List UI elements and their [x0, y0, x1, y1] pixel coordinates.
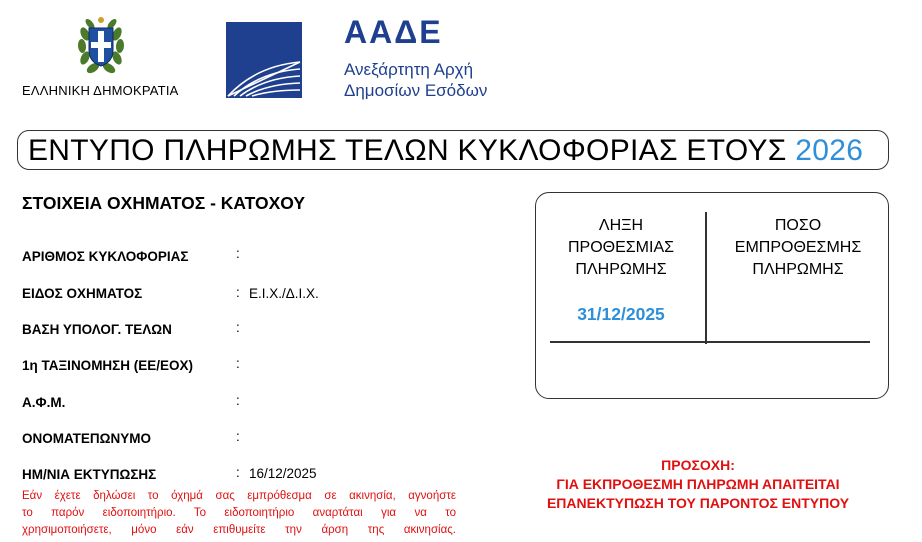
deadline-column-header — [552, 215, 690, 281]
field-colon: : — [236, 246, 240, 261]
field-colon: : — [236, 393, 240, 408]
form-title — [28, 134, 863, 168]
field-label-print-date: ΗΜ/ΝΙΑ ΕΚΤΥΠΩΣΗΣ — [22, 467, 157, 482]
republic-label: ΕΛΛΗΝΙΚΗ ΔΗΜΟΚΡΑΤΙΑ — [22, 83, 179, 98]
aade-name: ΑΑΔΕ — [344, 14, 443, 50]
greek-emblem-icon — [76, 14, 126, 78]
amount-header-line: ΠΟΣΟ — [774, 217, 822, 234]
aade-subtitle-line2: Δημοσίων Εσόδων — [344, 81, 488, 100]
deadline-header-line: ΠΡΟΘΕΣΜΙΑΣ — [567, 239, 674, 256]
field-colon: : — [236, 356, 240, 371]
warning-line: ΕΠΑΝΕΚΤΥΠΩΣΗ ΤΟΥ ΠΑΡΟΝΤΟΣ ΕΝΤΥΠΟΥ — [546, 495, 850, 511]
column-divider — [705, 212, 707, 344]
warning-line: ΓΙΑ ΕΚΠΡΟΘΕΣΜΗ ΠΛΗΡΩΜΗ ΑΠΑΙΤΕΙΤΑΙ — [556, 476, 840, 492]
amount-header-line: ΕΜΠΡΟΘΕΣΜΗΣ — [734, 239, 862, 256]
amount-header-line: ΠΛΗΡΩΜΗΣ — [752, 261, 844, 278]
field-label-tax-id: Α.Φ.Μ. — [22, 395, 66, 410]
deadline-header-line: ΠΛΗΡΩΜΗΣ — [575, 261, 667, 278]
notice-line: το παρόν ειδοποιητήριο. Το ειδοποιητήριο αναρτάται για να το — [22, 507, 456, 519]
form-title-text: ΕΝΤΥΠΟ ΠΛΗΡΩΜΗΣ ΤΕΛΩΝ ΚΥΚΛΟΦΟΡΙΑΣ ΕΤΟΥΣ — [28, 134, 796, 167]
warning-title: ΠΡΟΣΟΧΗ: — [661, 457, 735, 473]
field-value-print-date: 16/12/2025 — [249, 466, 317, 481]
deadline-header-line: ΛΗΞΗ — [598, 217, 644, 234]
field-value-vehicle-type: Ε.Ι.Χ./Δ.Ι.Χ. — [249, 286, 319, 301]
payment-due-date: 31/12/2025 — [577, 304, 665, 324]
notice-line: χρησιμοποιήσετε, μόνο εάν επιθυμείτε την άρση της ακινησίας. — [22, 524, 456, 536]
immobilization-notice — [22, 488, 456, 539]
notice-line: Εάν έχετε δηλώσει το όχημά σας εμπρόθεσμα σε ακινησία, αγνοήστε — [22, 490, 456, 502]
field-colon: : — [236, 285, 240, 300]
field-label-registration-number: ΑΡΙΘΜΟΣ ΚΥΚΛΟΦΟΡΙΑΣ — [22, 249, 189, 264]
amount-column-header — [718, 215, 878, 281]
field-colon: : — [236, 465, 240, 480]
form-title-year: 2026 — [795, 134, 864, 167]
values-underline — [550, 341, 870, 343]
field-colon: : — [236, 429, 240, 444]
field-label-full-name: ΟΝΟΜΑΤΕΠΩΝΥΜΟ — [22, 431, 151, 446]
field-label-fee-basis: ΒΑΣΗ ΥΠΟΛΟΓ. ΤΕΛΩΝ — [22, 322, 172, 337]
form-title-box — [17, 130, 889, 170]
field-label-vehicle-type: ΕΙΔΟΣ ΟΧΗΜΑΤΟΣ — [22, 286, 143, 301]
field-label-first-registration: 1η ΤΑΞΙΝΟΜΗΣΗ (ΕΕ/ΕΟΧ) — [22, 358, 194, 373]
aade-logo-icon — [226, 22, 302, 98]
field-colon: : — [236, 320, 240, 335]
aade-subtitle-line1: Ανεξάρτητη Αρχή — [344, 60, 474, 79]
late-payment-warning — [502, 456, 894, 513]
section-heading: ΣΤΟΙΧΕΙΑ ΟΧΗΜΑΤΟΣ - ΚΑΤΟΧΟΥ — [22, 193, 306, 213]
